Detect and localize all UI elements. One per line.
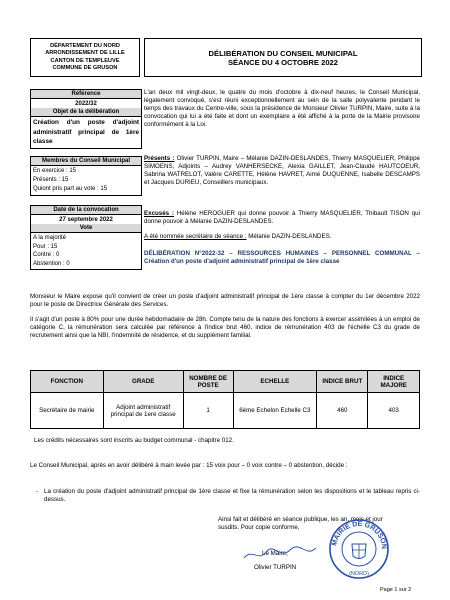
deliberation-title: DÉLIBÉRATION N°2022-32 – RESSOURCES HUMAINES – PERSONNEL COMMUNAL – Création d'un poste d'adjoint administratif principal de 1ère classe [144, 250, 420, 265]
decision-line: Le Conseil Municipal, après en avoir délibéré à main levée par : 15 voix pour – 0 voix contre – 0 abstention, décide : [30, 462, 348, 469]
cell-nombre: 1 [183, 393, 233, 429]
vote-box [30, 224, 142, 270]
excuses-text: Hélène HEROGUER qui donne pouvoir à Thierry MASQUELIER, Thibault TISON qui donne pouvoir à Mélanie DAZIN-DESLANDES. [144, 210, 420, 225]
decision-bullet [36, 488, 420, 504]
presents-text: Olivier TURPIN, Maire – Mélanie DAZIN-DESLANDES, Thierry MASQUELIER, Philippe SIMOENS, Adjoints – Audrey VANHERSECKE, Alexia GAILLET, Jean-Claude HAUTCOEUR, Sabrina WATRELOT, Valère CARETTE, Hélène HAVRET, Aimé DUQUENNE, Isabelle DESCAMPS et Jacques DURIEU, Conseillers municipaux. [144, 155, 421, 186]
intro-paragraph: L'an deux mil vingt-deux, le quatre du mois d'octobre à dix-neuf heures, le Conseil Municipal, légalement convoqué, s'est réuni exceptionnellement au sein de la salle polyvalente pendant le temps des travaux du Centre-ville, sous la présidence de Monsieur Olivier TURPIN, Maire, suite à la convocation qui lui a été faite et dont un exemplaire a été affiché à la porte de la Mairie provisoire conformément à la Loi. [144, 89, 420, 128]
cell-fonction: Secrétaire de mairie [31, 393, 104, 429]
signature-role: Le Maire, [262, 550, 288, 557]
vote-title: Vote [31, 224, 141, 233]
signature-mark [240, 544, 320, 564]
header-left-box [30, 38, 140, 77]
secretaire-label: A été nommée secrétaire de séance : [144, 233, 247, 240]
signature-name: Olivier TURPIN [254, 564, 297, 571]
membres-exercice: En exercice : 15 [33, 168, 77, 174]
header-department: DÉPARTEMENT DU NORD [50, 42, 120, 49]
header-arrondissement: ARRONDISSEMENT DE LILLE [45, 50, 125, 56]
presents-label: Présents : [144, 155, 175, 162]
header-right-box [144, 38, 422, 77]
vote-majorite: A la majorité [33, 235, 67, 241]
decision-bullet-text: La création du poste d'adjoint administratif principal de 1ère classe et fixe la rémunération selon les dispositions et le tableau repris ci-dessus. [44, 488, 420, 503]
page-number: Page 1 sur 2 [380, 587, 412, 593]
cell-echelle: 6ème Echelon Echelle C3 [233, 393, 317, 429]
secretaire-paragraph [144, 233, 420, 241]
bullet-dash: - [36, 488, 39, 495]
seal-text: MAIRIE DE GRUSON [331, 520, 388, 550]
convocation-title: Date de la convocation [31, 206, 141, 215]
col-indice-brut: INDICE BRUT [317, 371, 368, 393]
reference-box [30, 89, 142, 110]
col-indice-majore: INDICE MAJORE [368, 371, 420, 393]
header-canton: CANTON DE TEMPLEUVE [50, 57, 120, 64]
signature-graphic [240, 544, 320, 564]
seal-graphic [328, 518, 390, 580]
reference-value: 2022/32 [75, 101, 97, 107]
header-session: SÉANCE DU 4 OCTOBRE 2022 [227, 57, 338, 67]
membres-title: Membres du Conseil Municipal [31, 157, 141, 166]
vote-abstention: Abstention : 0 [33, 260, 70, 267]
presents-paragraph [144, 155, 420, 187]
objet-box [30, 108, 142, 149]
body-paragraph-2: Il s'agit d'un poste à 80% pour une durée hebdomadaire de 28h. Compte tenu de la nature des fonctions à exercer assimilées à un emploi de catégorie C, la rémunération sera calculée par référence à l'indice brut 460, indice de rémunération 403 de l'échelle C3 du grade de recrutement ainsi que la NBI, l'indemnité de résidence, et du supplément familial. [30, 316, 420, 339]
cell-indice-majore: 403 [368, 393, 420, 429]
convocation-value: 27 septembre 2022 [59, 217, 113, 223]
membres-box [30, 156, 142, 196]
excuses-paragraph [144, 210, 420, 226]
body-paragraph-1: Monsieur le Maire expose qu'il convient de créer un poste d'adjoint administratif principal de 1ère classe à compter du 1er décembre 2022 pour le poste de Directrice Générale des Services. [30, 293, 420, 308]
vote-contre: Contre : 0 [33, 252, 60, 259]
col-fonction: FONCTION [31, 371, 104, 393]
cell-indice-brut: 460 [317, 393, 368, 429]
header-commune: COMMUNE DE GRUSON [52, 65, 118, 71]
seal-sub: (NORD) [349, 571, 369, 577]
col-echelle: ECHELLE [233, 371, 317, 393]
table-header-row [31, 371, 420, 393]
table-row [31, 393, 420, 429]
membres-votants: Quiont pris part au vote : 15 [33, 186, 108, 192]
secretaire-text: Mélanie DAZIN-DESLANDES. [248, 233, 332, 240]
credits-line: Les crédits nécessaires sont inscrits au budget communal - chapitre 012. [34, 437, 234, 444]
reference-title: Référence [31, 90, 141, 99]
closing-text: Ainsi fait et délibéré en séance publique, les an, mois et jour susdits. Pour copie conforme, [218, 516, 383, 531]
membres-presents: Présents : 15 [33, 177, 69, 183]
cell-grade: Adjoint administratif principal de 1ere classe [103, 393, 183, 429]
header-title: DÉLIBÉRATION DU CONSEIL MUNICIPAL [208, 48, 358, 58]
poste-table [30, 370, 420, 429]
col-grade: GRADE [103, 371, 183, 393]
objet-text: Création d'un poste d'adjoint administratif principal de 1ère classe [33, 119, 139, 145]
objet-title: Objet de la délibération [31, 108, 141, 117]
excuses-label: Excusés : [144, 210, 174, 217]
vote-pour: Pour : 15 [33, 243, 58, 250]
mairie-seal [328, 518, 390, 580]
col-nombre: NOMBRE DE POSTE [183, 371, 233, 393]
